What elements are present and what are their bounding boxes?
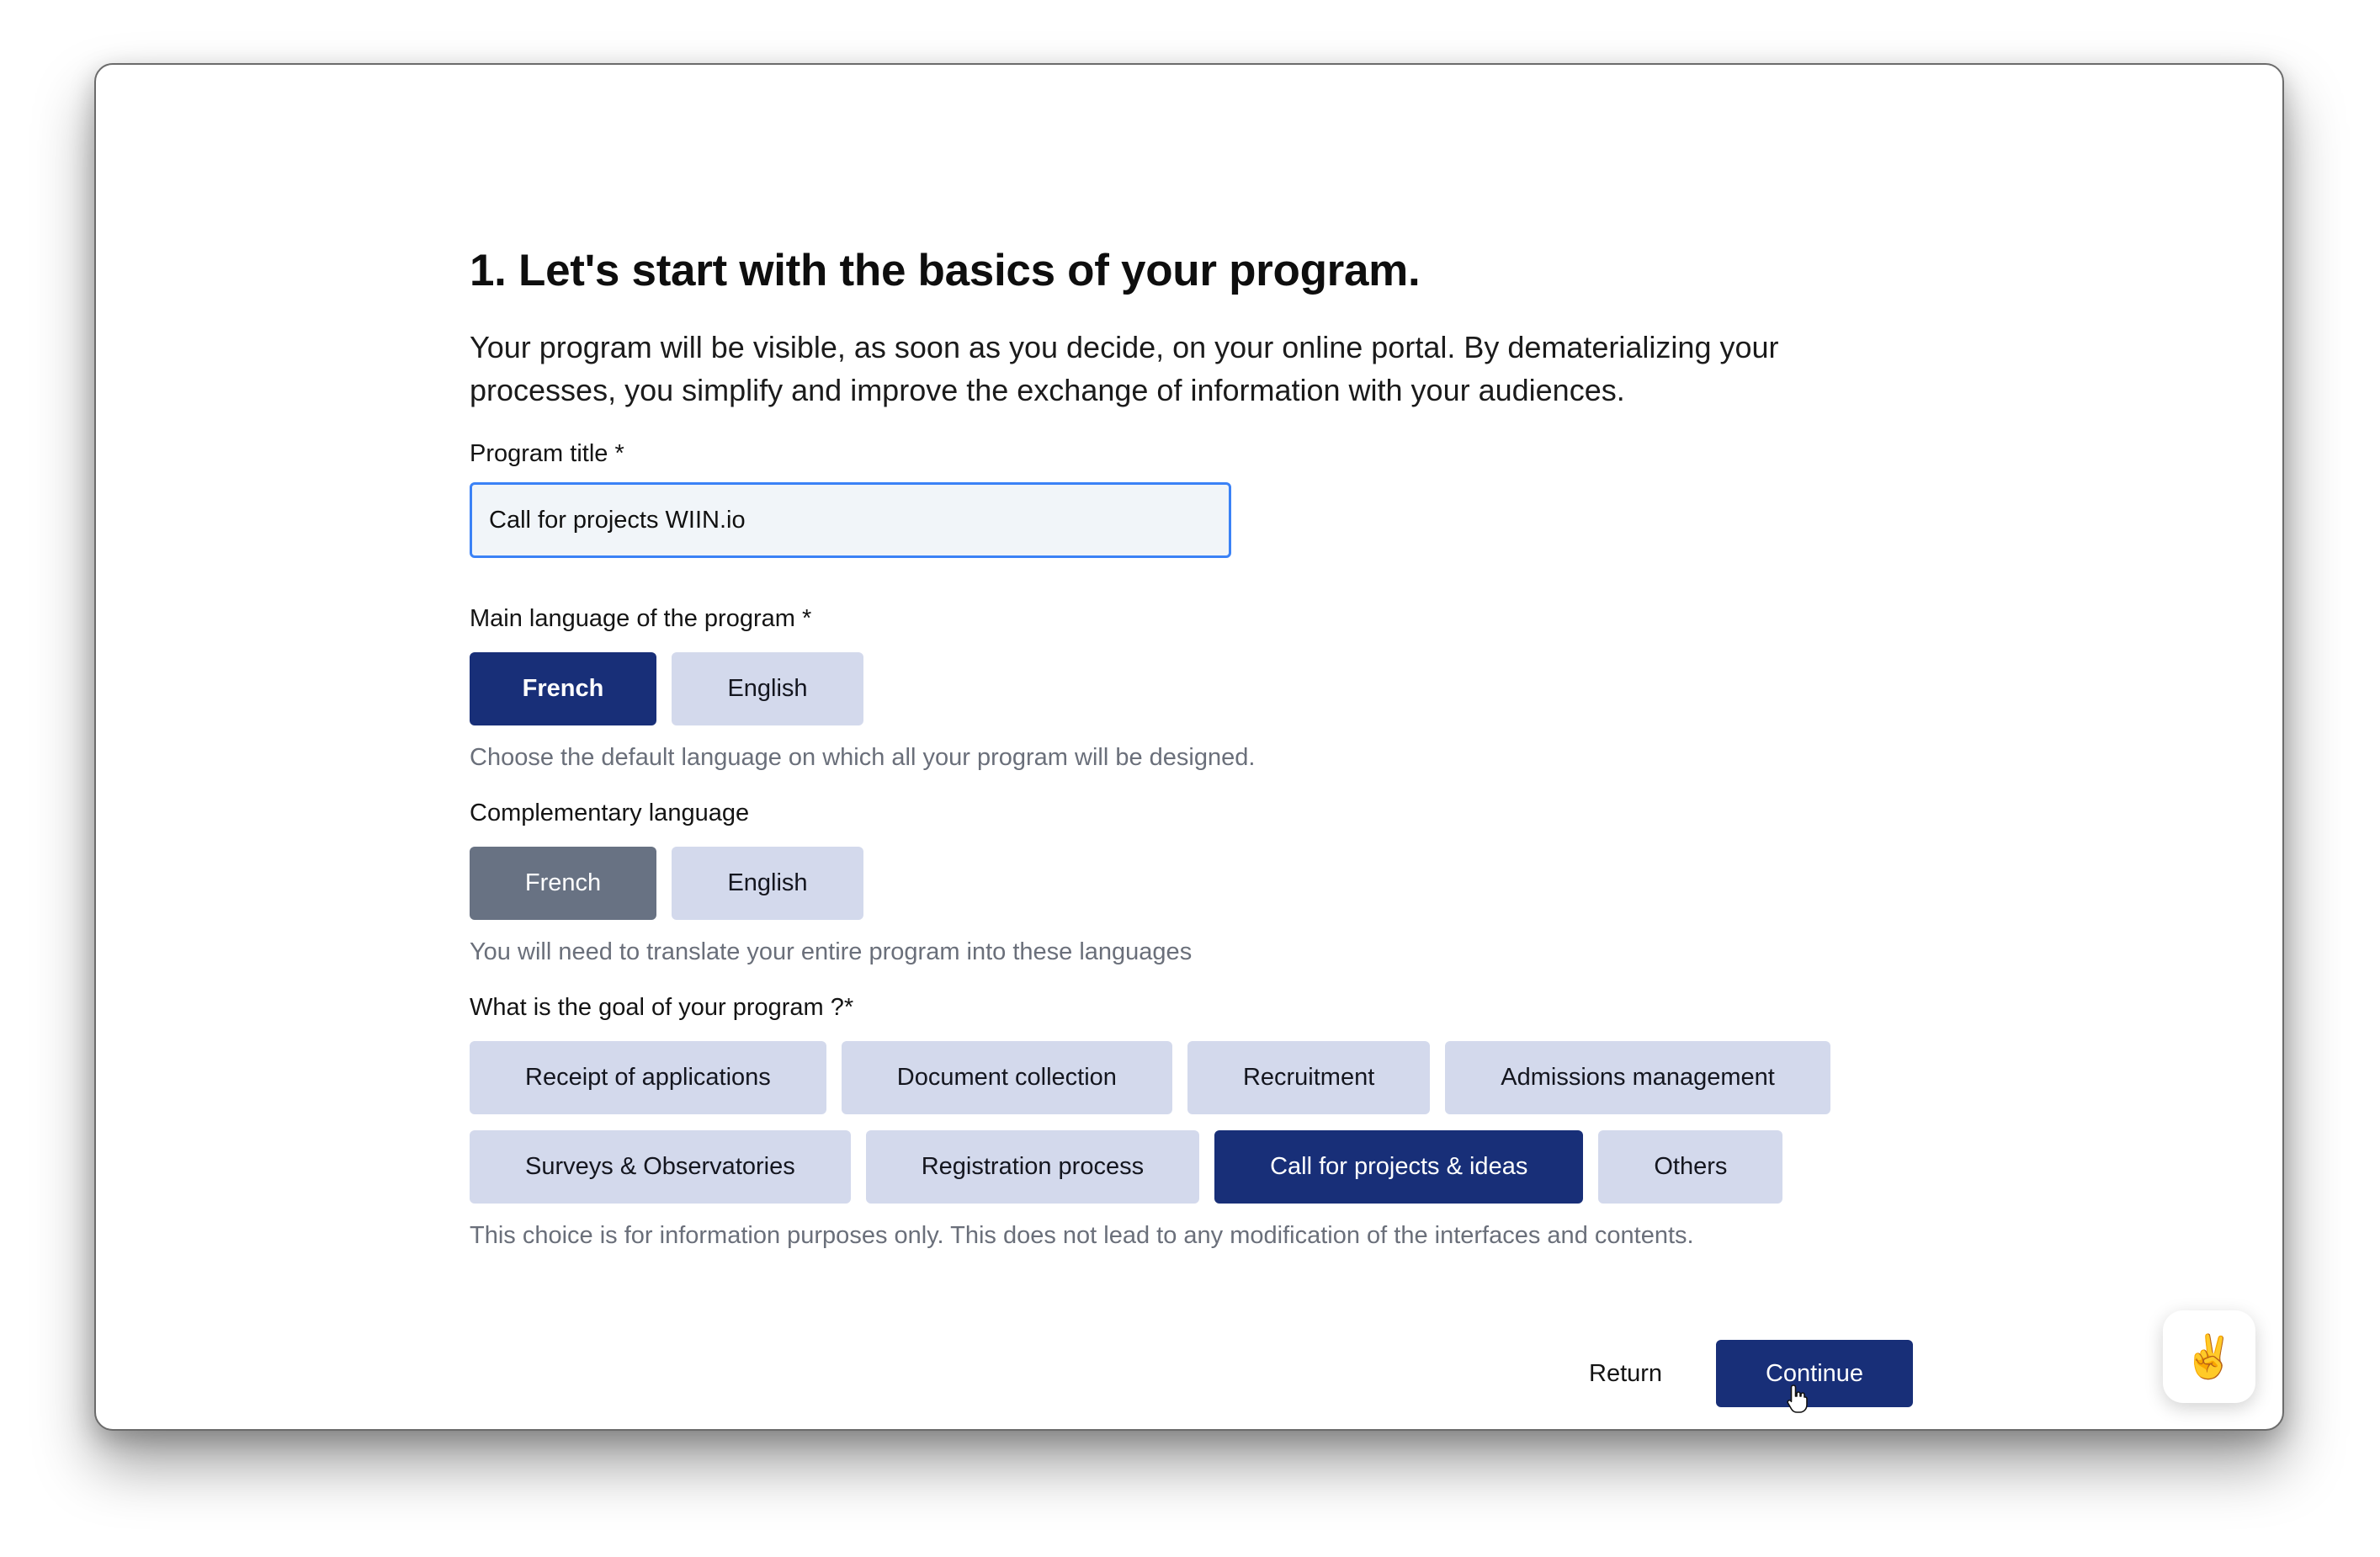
goal-document-collection-button[interactable]: Document collection: [842, 1041, 1172, 1114]
main-language-english-button[interactable]: English: [672, 652, 863, 725]
intro-text: Your program will be visible, as soon as you decide, on your online portal. By dematerializing your processes, you simplify and improve the exchange of information with your audiences.: [470, 330, 1779, 407]
goal-others-button[interactable]: Others: [1598, 1130, 1782, 1204]
hand-cursor-icon: [1786, 1384, 1809, 1414]
goal-help: This choice is for information purposes only. This does not lead to any modification of the interfaces and contents.: [470, 1222, 1694, 1249]
complementary-language-french-button: French: [470, 847, 656, 920]
goal-call-for-projects-button[interactable]: Call for projects & ideas: [1214, 1130, 1583, 1204]
goal-surveys-observatories-button[interactable]: Surveys & Observatories: [470, 1130, 851, 1204]
goal-options: [470, 1041, 2001, 1204]
goal-admissions-management-button[interactable]: Admissions management: [1445, 1041, 1830, 1114]
main-language-options: [470, 652, 2001, 725]
goal-registration-process-button[interactable]: Registration process: [866, 1130, 1199, 1204]
program-title-label: Program title *: [470, 440, 624, 467]
app-window: [94, 63, 2284, 1431]
program-title-input[interactable]: [470, 482, 1231, 558]
complementary-language-english-button[interactable]: English: [672, 847, 863, 920]
goal-receipt-of-applications-button[interactable]: Receipt of applications: [470, 1041, 826, 1114]
main-language-help: Choose the default language on which all your program will be designed.: [470, 744, 1256, 771]
goal-recruitment-button[interactable]: Recruitment: [1187, 1041, 1430, 1114]
complementary-language-label: Complementary language: [470, 800, 750, 826]
help-fab-button[interactable]: [2163, 1310, 2255, 1403]
complementary-language-help: You will need to translate your entire program into these languages: [470, 938, 1193, 965]
page-title: 1. Let's start with the basics of your program.: [470, 246, 1421, 295]
return-button[interactable]: Return: [1574, 1340, 1677, 1407]
form-content: [470, 242, 2001, 1252]
continue-button[interactable]: Continue: [1716, 1340, 1913, 1407]
goal-label: What is the goal of your program ?*: [470, 994, 854, 1021]
victory-hand-icon: ✌️: [2182, 1332, 2236, 1380]
main-language-french-button[interactable]: French: [470, 652, 656, 725]
main-language-label: Main language of the program *: [470, 605, 812, 632]
complementary-language-options: [470, 847, 2001, 920]
